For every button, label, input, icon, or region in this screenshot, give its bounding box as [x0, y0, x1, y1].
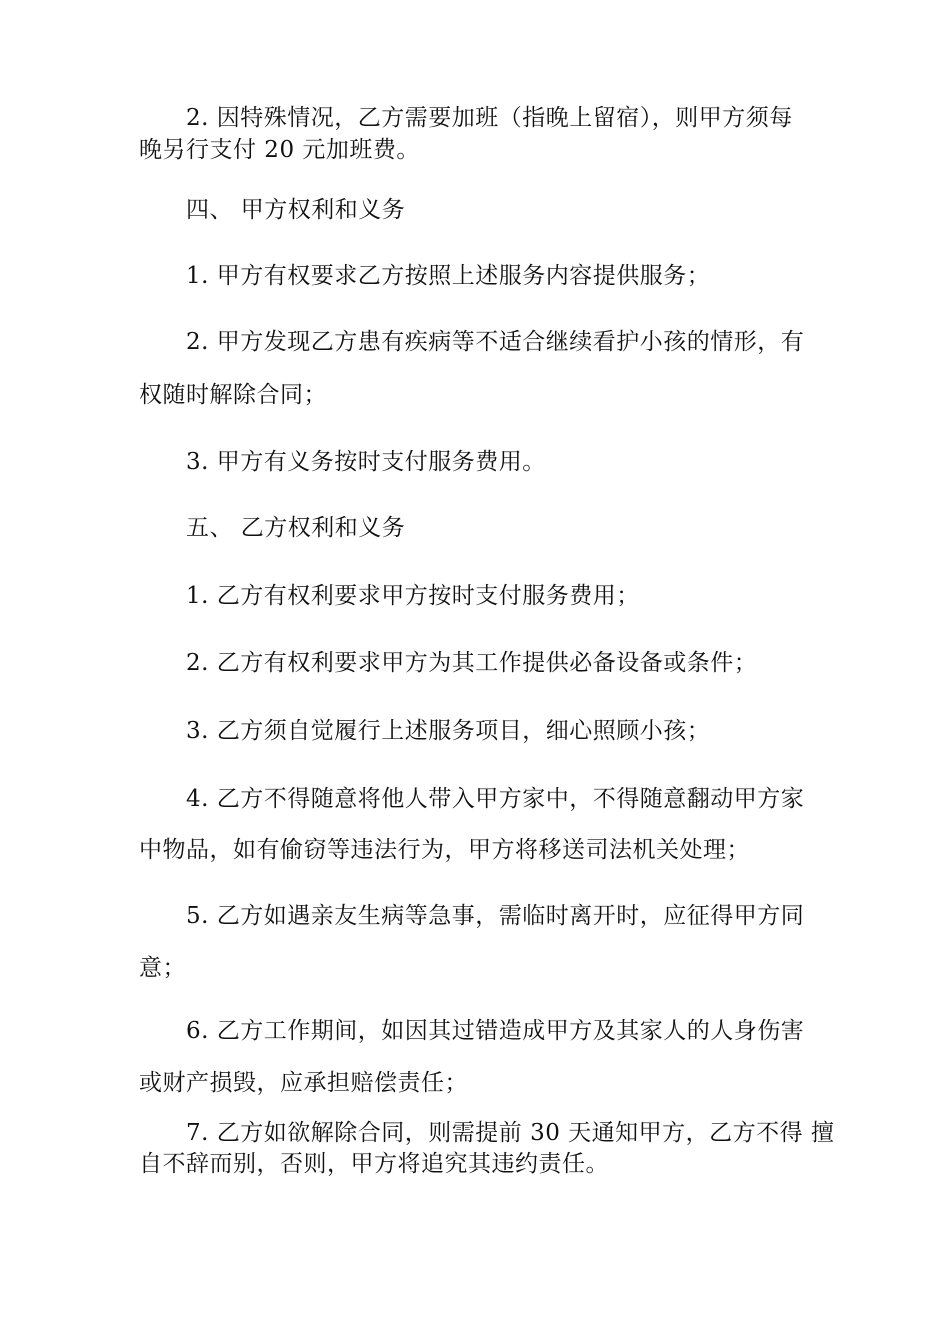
clause-5-6-line-1: 6. 乙方工作期间，如因其过错造成甲方及其家人的人身伤害: [186, 1018, 805, 1044]
clause-4-3: 3. 甲方有义务按时支付服务费用。: [186, 449, 546, 475]
clause-5-6-line-2: 或财产损毁，应承担赔偿责任；: [139, 1070, 468, 1096]
clause-3-2-line-1: 2. 因特殊情况，乙方需要加班（指晚上留宿），则甲方须每: [186, 105, 793, 131]
clause-5-3: 3. 乙方须自觉履行上述服务项目，细心照顾小孩；: [186, 718, 711, 744]
clause-5-1: 1. 乙方有权利要求甲方按时支付服务费用；: [186, 583, 640, 609]
clause-4-2-line-1: 2. 甲方发现乙方患有疾病等不适合继续看护小孩的情形，有: [186, 329, 805, 355]
clause-5-7-line-1: 7. 乙方如欲解除合同，则需提前 30 天通知甲方，乙方不得 擅: [186, 1120, 835, 1146]
clause-3-2-line-2: 晚另行支付 20 元加班费。: [139, 137, 420, 163]
clause-4-2-line-2: 权随时解除合同；: [139, 382, 327, 408]
section-4-heading: 四、 甲方权利和义务: [186, 197, 406, 223]
clause-5-4-line-2: 中物品，如有偷窃等违法行为，甲方将移送司法机关处理；: [139, 837, 750, 863]
clause-5-5-line-2: 意；: [139, 955, 186, 981]
clause-4-1: 1. 甲方有权要求乙方按照上述服务内容提供服务；: [186, 263, 711, 289]
clause-5-4-line-1: 4. 乙方不得随意将他人带入甲方家中，不得随意翻动甲方家: [186, 786, 805, 812]
clause-5-7-line-2: 自不辞而别，否则，甲方将追究其违约责任。: [139, 1151, 609, 1177]
clause-5-2: 2. 乙方有权利要求甲方为其工作提供必备设备或条件；: [186, 650, 758, 676]
section-5-heading: 五、 乙方权利和义务: [186, 515, 406, 541]
clause-5-5-line-1: 5. 乙方如遇亲友生病等急事，需临时离开时，应征得甲方同: [186, 903, 805, 929]
